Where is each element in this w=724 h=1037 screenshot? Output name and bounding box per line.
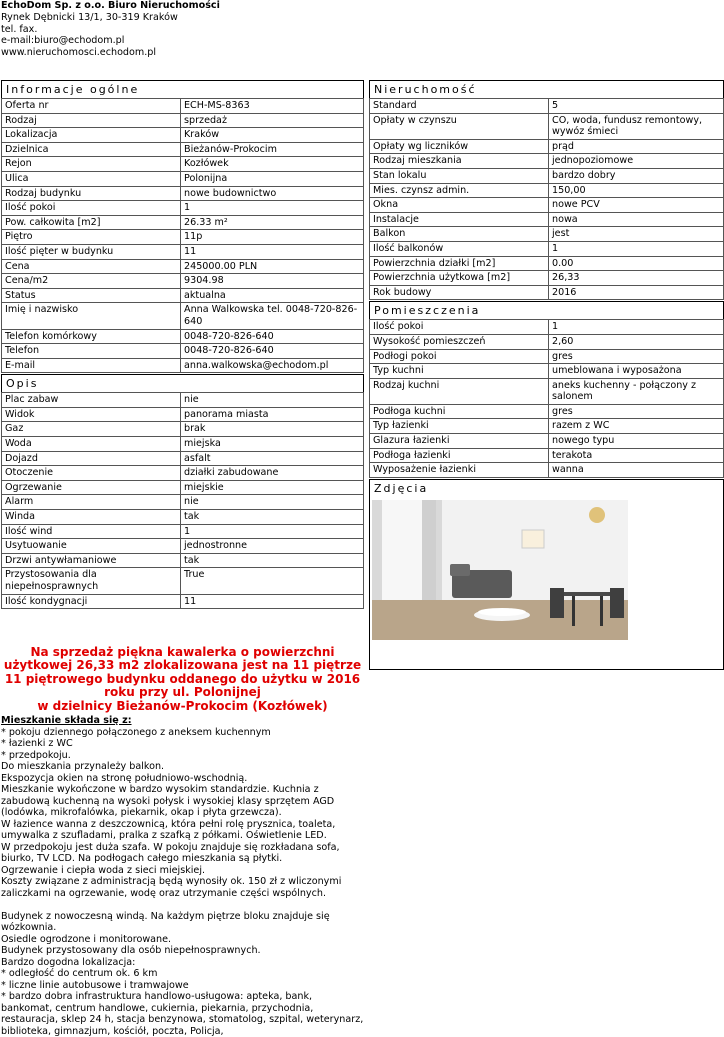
rooms-row [370, 378, 724, 404]
opis-label: Przystosowania dla niepełnosprawnych [2, 568, 181, 594]
rooms-label: Rodzaj kuchni [370, 378, 549, 404]
general-row [2, 329, 364, 344]
opis-row [2, 437, 364, 452]
general-row [2, 171, 364, 186]
company-address: Rynek Dębnicki 13/1, 30-319 Kraków [1, 11, 178, 23]
rooms-row [370, 463, 724, 478]
opis-value: miejskie [181, 480, 364, 495]
general-row [2, 142, 364, 157]
opis-label: Otoczenie [2, 466, 181, 481]
opis-value: 11 [181, 594, 364, 609]
opis-label: Ogrzewanie [2, 480, 181, 495]
property-value: 1 [549, 241, 724, 256]
general-row [2, 99, 364, 114]
property-row [370, 198, 724, 213]
general-label: Oferta nr [2, 99, 181, 114]
general-value: aktualna [181, 288, 364, 303]
description-headline: Na sprzedaż piękna kawalerka o powierzchni użytkowej 26,33 m2 zlokalizowana jest na 11 piętrze 11 piętrowego budynku oddanego do użytku w 2016 roku przy ul. Polonijnej w dzielnicy Bieżanów-Prokocim (Kozłówek) [3, 645, 362, 713]
general-row [2, 201, 364, 216]
property-label: Ilość balkonów [370, 241, 549, 256]
property-value: 150,00 [549, 183, 724, 198]
opis-row [2, 510, 364, 525]
general-label: Cena [2, 259, 181, 274]
general-label: Pow. całkowita [m2] [2, 215, 181, 230]
property-label: Powierzchnia działki [m2] [370, 256, 549, 271]
opis-value: jednostronne [181, 539, 364, 554]
rooms-row [370, 448, 724, 463]
general-value: Bieżanów-Prokocim [181, 142, 364, 157]
general-row [2, 244, 364, 259]
opis-row [2, 480, 364, 495]
opis-row [2, 466, 364, 481]
rooms-value: 2,60 [549, 334, 724, 349]
general-value: nowe budownictwo [181, 186, 364, 201]
general-label: Status [2, 288, 181, 303]
opis-label: Ilość wind [2, 524, 181, 539]
general-row [2, 186, 364, 201]
property-label: Stan lokalu [370, 168, 549, 183]
general-label: Ilość pokoi [2, 201, 181, 216]
general-row [2, 259, 364, 274]
description [1, 646, 364, 1037]
opis-row [2, 539, 364, 554]
opis-value: brak [181, 422, 364, 437]
property-row [370, 212, 724, 227]
property-value: 0.00 [549, 256, 724, 271]
company-email: e-mail:biuro@echodom.pl [1, 35, 125, 47]
property-value: jest [549, 227, 724, 242]
general-row [2, 157, 364, 172]
general-value: 0048-720-826-640 [181, 329, 364, 344]
property-label: Instalacje [370, 212, 549, 227]
general-label: Ilość pięter w budynku [2, 244, 181, 259]
section-title-general: Informacje ogólne [1, 80, 364, 98]
left-column [1, 80, 364, 609]
property-label: Balkon [370, 227, 549, 242]
property-label: Opłaty wg liczników [370, 139, 549, 154]
rooms-row [370, 434, 724, 449]
property-label: Okna [370, 198, 549, 213]
property-value: nowa [549, 212, 724, 227]
general-value: 0048-720-826-640 [181, 344, 364, 359]
rooms-value: wanna [549, 463, 724, 478]
opis-row [2, 495, 364, 510]
property-row [370, 183, 724, 198]
opis-value: nie [181, 393, 364, 408]
property-row [370, 168, 724, 183]
opis-label: Plac zabaw [2, 393, 181, 408]
opis-label: Woda [2, 437, 181, 452]
general-row [2, 344, 364, 359]
general-value: 9304.98 [181, 274, 364, 289]
rooms-row [370, 320, 724, 335]
section-title-property: Nieruchomość [369, 80, 724, 98]
general-label: Lokalizacja [2, 128, 181, 143]
rooms-value: nowego typu [549, 434, 724, 449]
opis-value: panorama miasta [181, 407, 364, 422]
general-value: Kozłówek [181, 157, 364, 172]
description-subheading: Mieszkanie składa się z: [1, 715, 132, 727]
property-value: prąd [549, 139, 724, 154]
general-row [2, 128, 364, 143]
opis-value: True [181, 568, 364, 594]
opis-row [2, 553, 364, 568]
general-row [2, 288, 364, 303]
property-value: 26,33 [549, 271, 724, 286]
general-value: Anna Walkowska tel. 0048-720-826-640 [181, 303, 364, 329]
rooms-value: gres [549, 349, 724, 364]
property-label: Opłaty w czynszu [370, 113, 549, 139]
property-value: bardzo dobry [549, 168, 724, 183]
opis-value: asfalt [181, 451, 364, 466]
rooms-label: Typ łazienki [370, 419, 549, 434]
opis-label: Drzwi antywłamaniowe [2, 553, 181, 568]
general-label: Imię i nazwisko [2, 303, 181, 329]
general-value: 26.33 m² [181, 215, 364, 230]
general-table [1, 98, 364, 373]
right-column [369, 80, 724, 670]
opis-label: Ilość kondygnacji [2, 594, 181, 609]
opis-value: 1 [181, 524, 364, 539]
opis-value: działki zabudowane [181, 466, 364, 481]
general-row [2, 215, 364, 230]
rooms-label: Podłogi pokoi [370, 349, 549, 364]
property-row [370, 154, 724, 169]
general-value: 11p [181, 230, 364, 245]
property-label: Mies. czynsz admin. [370, 183, 549, 198]
photos-box [369, 497, 724, 670]
rooms-table [369, 319, 724, 478]
general-label: Rejon [2, 157, 181, 172]
property-value: nowe PCV [549, 198, 724, 213]
rooms-row [370, 349, 724, 364]
property-value: CO, woda, fundusz remontowy, wywóz śmieci [549, 113, 724, 139]
general-value: ECH-MS-8363 [181, 99, 364, 114]
section-title-opis: Opis [1, 374, 364, 392]
general-label: Dzielnica [2, 142, 181, 157]
rooms-value: gres [549, 404, 724, 419]
property-label: Rok budowy [370, 285, 549, 300]
general-value: sprzedaż [181, 113, 364, 128]
company-telfax: tel. fax. [1, 23, 38, 35]
opis-row [2, 594, 364, 609]
opis-row [2, 451, 364, 466]
property-row [370, 271, 724, 286]
rooms-label: Typ kuchni [370, 364, 549, 379]
rooms-label: Wyposażenie łazienki [370, 463, 549, 478]
company-name: EchoDom Sp. z o.o. Biuro Nieruchomości [1, 0, 220, 11]
rooms-value: terakota [549, 448, 724, 463]
general-label: Piętro [2, 230, 181, 245]
general-value: Kraków [181, 128, 364, 143]
opis-label: Winda [2, 510, 181, 525]
general-label: Cena/m2 [2, 274, 181, 289]
general-value: 245000.00 PLN [181, 259, 364, 274]
property-row [370, 285, 724, 300]
property-row [370, 113, 724, 139]
section-title-photos: Zdjęcia [369, 479, 724, 497]
general-row [2, 303, 364, 329]
rooms-value: 1 [549, 320, 724, 335]
company-website: www.nieruchomosci.echodom.pl [1, 47, 157, 59]
opis-label: Usytuowanie [2, 539, 181, 554]
general-label: Telefon komórkowy [2, 329, 181, 344]
property-label: Standard [370, 99, 549, 114]
property-value: 5 [549, 99, 724, 114]
general-row [2, 274, 364, 289]
rooms-row [370, 334, 724, 349]
general-label: Ulica [2, 171, 181, 186]
opis-row [2, 407, 364, 422]
rooms-row [370, 404, 724, 419]
section-title-rooms: Pomieszczenia [369, 301, 724, 319]
opis-value: miejska [181, 437, 364, 452]
description-body: * pokoju dziennego połączonego z aneksem kuchennym * łazienki z WC * przedpokoju. Do mieszkania przynależy balkon. Ekspozycja okien na stronę południowo-wschodnią. Mieszkanie wykończone w bardzo wysokim standardzie. Kuchnia z zabudową kuchenną na wysoki połysk i wysokiej klasy sprzętem AGD (lodówka, mikrofalówka, piekarnik, okap i płyta grzewcza). W łazience wanna z deszczownicą, która pełni rolę prysznica, toaleta, umywalka z szufladami, pralka z szafką z półkami. Oświetlenie LED. W przedpokoju jest duża szafa. W pokoju znajduje się rozkładana sofa, biurko, TV LCD. Na podłogach całego mieszkania są płytki. Ogrzewanie i ciepła woda z sieci miejskiej. Koszty związane z administracją będą wynosiły ok. 150 zł z wliczonymi zaliczkami na ogrzewanie, wodę oraz utrzymanie części wspólnych. Budynek z nowoczesną windą. Na każdym piętrze bloku znajduje się wózkownia. Osiedle ogrodzone i monitorowane. Budynek przystosowany dla osób niepełnosprawnych. Bardzo dogodna lokalizacja: * odległość do centrum ok. 6 km * liczne linie autobusowe i tramwajowe * bardzo dobra infrastruktura handlowo-usługowa: apteka, bank, bankomat, centrum handlowe, cukiernia, piekarnia, przychodnia, restauracja, sklep 24 h, stacja benzynowa, stomatolog, szpital, weterynarz, biblioteka, gimnazjum, kościół, poczta, Policja, [1, 726, 364, 1037]
property-row [370, 241, 724, 256]
opis-row [2, 568, 364, 594]
general-value: 1 [181, 201, 364, 216]
property-row [370, 256, 724, 271]
opis-value: tak [181, 510, 364, 525]
general-label: Rodzaj budynku [2, 186, 181, 201]
property-row [370, 99, 724, 114]
rooms-label: Wysokość pomieszczeń [370, 334, 549, 349]
opis-label: Dojazd [2, 451, 181, 466]
opis-label: Widok [2, 407, 181, 422]
general-value: 11 [181, 244, 364, 259]
general-label: Rodzaj [2, 113, 181, 128]
rooms-label: Podłoga kuchni [370, 404, 549, 419]
general-row [2, 230, 364, 245]
general-row [2, 358, 364, 373]
opis-label: Alarm [2, 495, 181, 510]
opis-table [1, 392, 364, 609]
general-label: E-mail [2, 358, 181, 373]
general-value: Polonijna [181, 171, 364, 186]
rooms-value: umeblowana i wyposażona [549, 364, 724, 379]
rooms-value: razem z WC [549, 419, 724, 434]
opis-row [2, 393, 364, 408]
property-row [370, 139, 724, 154]
general-row [2, 113, 364, 128]
property-value: jednopoziomowe [549, 154, 724, 169]
rooms-label: Podłoga łazienki [370, 448, 549, 463]
rooms-row [370, 364, 724, 379]
opis-value: tak [181, 553, 364, 568]
apartment-photo[interactable] [372, 500, 628, 640]
property-value: 2016 [549, 285, 724, 300]
property-label: Powierzchnia użytkowa [m2] [370, 271, 549, 286]
property-table [369, 98, 724, 300]
agency-header [1, 0, 220, 59]
rooms-row [370, 419, 724, 434]
rooms-label: Glazura łazienki [370, 434, 549, 449]
property-row [370, 227, 724, 242]
opis-label: Gaz [2, 422, 181, 437]
property-label: Rodzaj mieszkania [370, 154, 549, 169]
rooms-value: aneks kuchenny - połączony z salonem [549, 378, 724, 404]
opis-value: nie [181, 495, 364, 510]
opis-row [2, 524, 364, 539]
general-label: Telefon [2, 344, 181, 359]
rooms-label: Ilość pokoi [370, 320, 549, 335]
general-value: anna.walkowska@echodom.pl [181, 358, 364, 373]
opis-row [2, 422, 364, 437]
